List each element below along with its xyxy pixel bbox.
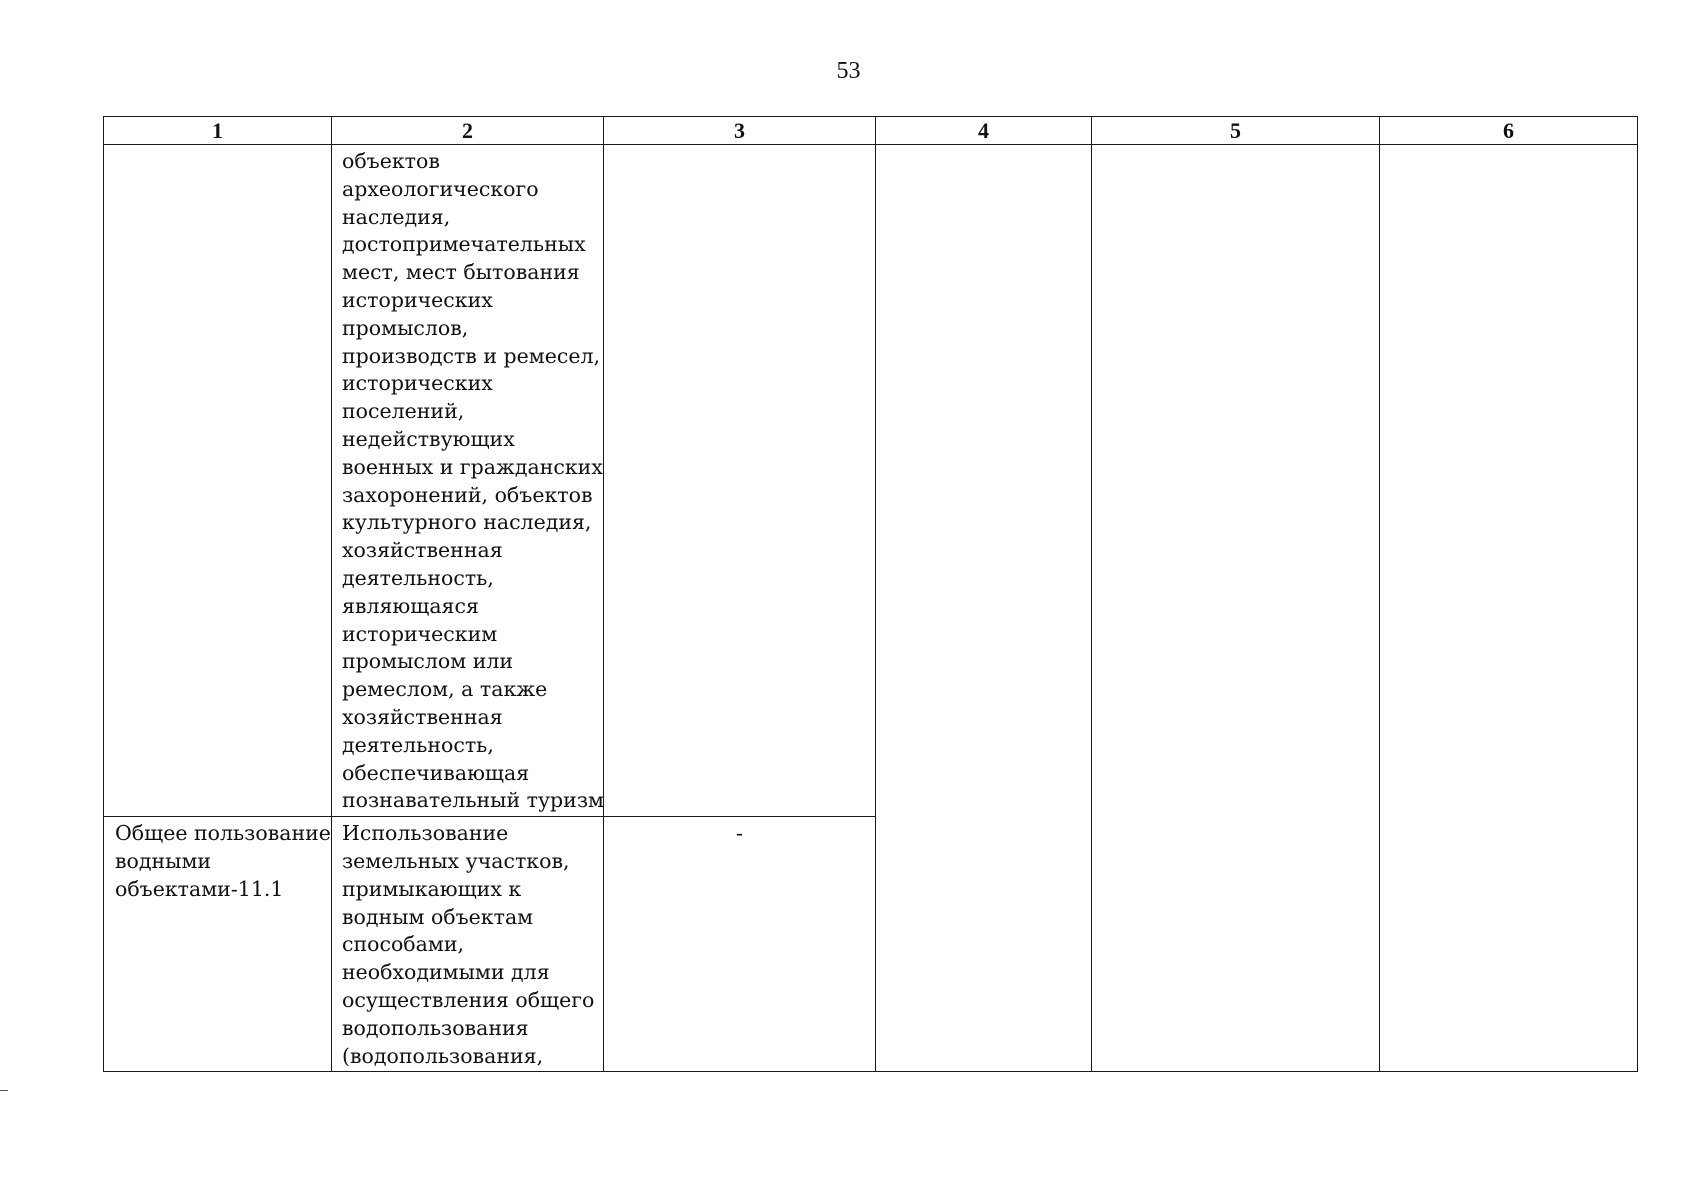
text-line: историческим [342,621,498,646]
text-line: поселений, [342,399,465,424]
table-row [104,145,1638,817]
text-line: военных и гражданских [342,454,603,479]
page-number: 53 [836,58,861,84]
water-use-name [104,817,331,904]
scan-edge-mark [0,1090,8,1091]
row-continued-name-cell [104,145,332,817]
column-header-3: 3 [604,117,876,145]
text-line: захоронений, объектов [342,482,593,507]
table-header-row [104,117,1638,145]
text-line: способами, [342,932,464,957]
row-continued-description [332,145,603,816]
text-line: достопримечательных [342,232,586,257]
text-line: ремеслом, а также [342,677,548,702]
land-use-table [103,116,1638,1072]
text-line: (водопользования, [342,1043,544,1068]
water-use-params-cell [604,817,876,1072]
column-5-cell [1092,145,1380,1072]
text-line: деятельность, [342,565,494,590]
text-line: хозяйственная [342,538,503,563]
text-line: объектов [342,149,440,173]
column-header-1: 1 [104,117,332,145]
text-line: промыслом или [342,649,514,674]
text-line: необходимыми для [342,960,550,985]
column-header-4: 4 [876,117,1092,145]
water-use-description [332,817,603,1071]
text-line: культурного наследия, [342,510,592,535]
text-line: деятельность, [342,732,494,757]
text-line: Общее пользование [115,821,331,846]
text-line: примыкающих к [342,876,522,901]
text-line: мест, мест бытования [342,260,580,285]
text-line: производств и ремесел, [342,343,601,368]
text-line: хозяйственная [342,704,503,729]
text-line: промыслов, [342,315,469,340]
text-line: земельных участков, [342,848,570,873]
text-line: обеспечивающая [342,760,530,785]
water-use-dash: - [736,821,743,846]
text-line: водными [115,848,212,873]
text-line: познавательный туризм [342,788,604,813]
text-line: археологического [342,176,539,201]
text-line: осуществления общего [342,987,595,1012]
text-line: исторических [342,371,493,396]
text-line: водным объектам [342,904,534,929]
water-use-name-cell [104,817,332,1072]
water-use-description-cell [332,817,604,1072]
text-line: наследия, [342,204,451,229]
text-line: исторических [342,287,493,312]
column-4-cell [876,145,1092,1072]
text-line: являющаяся [342,593,479,618]
text-line: Использование [342,821,509,846]
column-6-cell [1380,145,1638,1072]
text-line: объектами-11.1 [115,876,284,901]
column-header-2: 2 [332,117,604,145]
column-header-6: 6 [1380,117,1638,145]
column-header-5: 5 [1092,117,1380,145]
row-continued-params-cell [604,145,876,817]
row-continued-description-cell [332,145,604,817]
text-line: недействующих [342,426,515,451]
text-line: водопользования [342,1015,529,1040]
